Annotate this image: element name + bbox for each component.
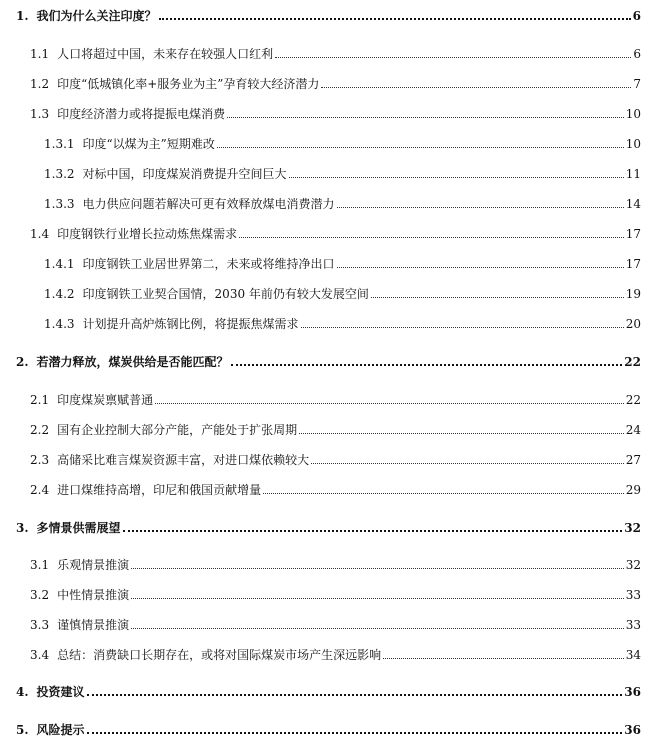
toc-entry-page: 32 [624,521,641,535]
toc-entry-number: 2.4 [30,483,50,497]
dot-leader [301,327,624,328]
dot-leader [239,237,624,238]
dot-leader [155,403,624,404]
toc-entry-page: 14 [625,197,641,211]
toc-entry[interactable] [30,644,641,662]
toc-entry-title: 风险提示 [36,723,85,737]
toc-entry[interactable] [44,283,641,301]
dot-leader [159,18,631,20]
toc-entry[interactable] [30,479,641,497]
toc-entry-page: 36 [624,685,641,699]
toc-entry-number: 3.3 [30,618,50,632]
toc-entry-number: 1.3 [30,107,50,121]
toc-entry[interactable] [30,389,641,407]
toc-entry-page: 33 [625,618,641,632]
toc-entry-page: 36 [624,723,641,737]
toc-entry[interactable] [16,517,641,535]
toc-entry-page: 22 [625,393,641,407]
toc-entry-title: 多情景供需展望 [36,521,121,535]
toc-entry-title: 国有企业控制大部分产能，产能处于扩张周期 [57,423,298,437]
toc-entry[interactable] [16,681,641,699]
toc-entry-number: 1.1 [30,47,50,61]
toc-entry-title: 投资建议 [36,685,85,699]
toc-entry-title: 印度“以煤为主”短期难改 [82,137,215,151]
toc-entry-title: 印度“低城镇化率+服务业为主”孕育较大经济潜力 [57,77,320,91]
toc-entry-title: 若潜力释放，煤炭供给是否能匹配？ [36,355,229,369]
dot-leader [263,493,624,494]
dot-leader [383,658,624,659]
toc-entry-title: 印度钢铁工业居世界第二，未来或将维持净出口 [82,257,335,271]
toc-entry-number: 2.3 [30,453,50,467]
toc-entry[interactable] [30,419,641,437]
toc-entry-page: 7 [633,77,641,91]
toc-entry-number: 2.2 [30,423,50,437]
toc-entry-title: 高储采比难言煤炭资源丰富，对进口煤依赖较大 [57,453,310,467]
dot-leader [131,598,624,599]
toc-entry-number: 1. [16,9,29,23]
toc-entry-page: 17 [625,227,641,241]
toc-entry-number: 2.1 [30,393,50,407]
toc-entry-title: 总结：消费缺口长期存在，或将对国际煤炭市场产生深远影响 [57,648,382,662]
dot-leader [87,732,623,734]
toc-entry-page: 32 [625,558,641,572]
dot-leader [311,463,624,464]
toc-entry-number: 1.4.1 [44,257,75,271]
toc-entry[interactable] [30,73,641,91]
toc-entry-title: 人口将超过中国，未来存在较强人口红利 [57,47,274,61]
toc-entry[interactable] [44,133,641,151]
toc-entry-title: 对标中国，印度煤炭消费提升空间巨大 [82,167,287,181]
dot-leader [87,694,623,696]
toc-entry-title: 电力供应问题若解决可更有效释放煤电消费潜力 [82,197,335,211]
dot-leader [337,207,624,208]
toc-entry-page: 10 [625,107,641,121]
toc-entry-title: 谨慎情景推演 [57,618,130,632]
dot-leader [131,568,624,569]
toc-entry-page: 34 [625,648,641,662]
toc-entry[interactable] [44,193,641,211]
toc-entry-title: 计划提升高炉炼钢比例，将提振焦煤需求 [82,317,299,331]
toc-entry[interactable] [30,223,641,241]
toc-entry-number: 4. [16,685,29,699]
toc-entry-number: 1.4.3 [44,317,75,331]
toc-entry[interactable] [30,554,641,572]
toc-entry-title: 进口煤维持高增，印尼和俄国贡献增量 [57,483,262,497]
toc-entry[interactable] [30,614,641,632]
dot-leader [217,147,624,148]
dot-leader [231,364,623,366]
toc-entry-page: 27 [625,453,641,467]
toc-entry-page: 11 [625,167,641,181]
toc-entry[interactable] [44,163,641,181]
dot-leader [275,57,631,58]
toc-entry[interactable] [30,103,641,121]
toc-entry[interactable] [30,449,641,467]
toc-entry-title: 乐观情景推演 [57,558,130,572]
toc-entry[interactable] [44,313,641,331]
toc-entry-number: 1.2 [30,77,50,91]
dot-leader [131,628,624,629]
toc-entry-number: 3. [16,521,29,535]
toc-entry-number: 5. [16,723,29,737]
toc-entry[interactable] [16,5,641,23]
toc-entry[interactable] [16,351,641,369]
toc-entry-page: 10 [625,137,641,151]
toc-entry-title: 印度经济潜力或将提振电煤消费 [57,107,226,121]
toc-entry-page: 22 [624,355,641,369]
toc-entry-page: 29 [625,483,641,497]
dot-leader [337,267,624,268]
toc-entry-title: 印度钢铁行业增长拉动炼焦煤需求 [57,227,238,241]
toc-entry-number: 1.4.2 [44,287,75,301]
toc-entry-number: 2. [16,355,29,369]
dot-leader [299,433,624,434]
toc-entry-page: 19 [625,287,641,301]
toc-entry-number: 1.3.2 [44,167,75,181]
dot-leader [371,297,624,298]
dot-leader [227,117,624,118]
toc-entry-page: 17 [625,257,641,271]
toc-entry-title: 印度钢铁工业契合国情，2030 年前仍有较大发展空间 [82,287,369,301]
toc-entry-number: 1.4 [30,227,50,241]
toc-entry-page: 6 [633,47,641,61]
toc-entry-title: 中性情景推演 [57,588,130,602]
toc-entry-page: 33 [625,588,641,602]
toc-entry[interactable] [16,719,641,737]
dot-leader [123,530,623,532]
toc-entry-page: 24 [625,423,641,437]
toc-entry-number: 3.4 [30,648,50,662]
toc-entry-number: 3.1 [30,558,50,572]
toc-entry-title: 印度煤炭禀赋普通 [57,393,154,407]
toc-entry-number: 1.3.3 [44,197,75,211]
toc-entry-number: 3.2 [30,588,50,602]
dot-leader [289,177,624,178]
toc-entry-title: 我们为什么关注印度？ [36,9,157,23]
dot-leader [321,87,631,88]
toc-entry[interactable] [30,43,641,61]
toc-entry-number: 1.3.1 [44,137,75,151]
toc-entry-page: 6 [632,9,641,23]
toc-entry[interactable] [44,253,641,271]
toc-entry-page: 20 [625,317,641,331]
toc-entry[interactable] [30,584,641,602]
